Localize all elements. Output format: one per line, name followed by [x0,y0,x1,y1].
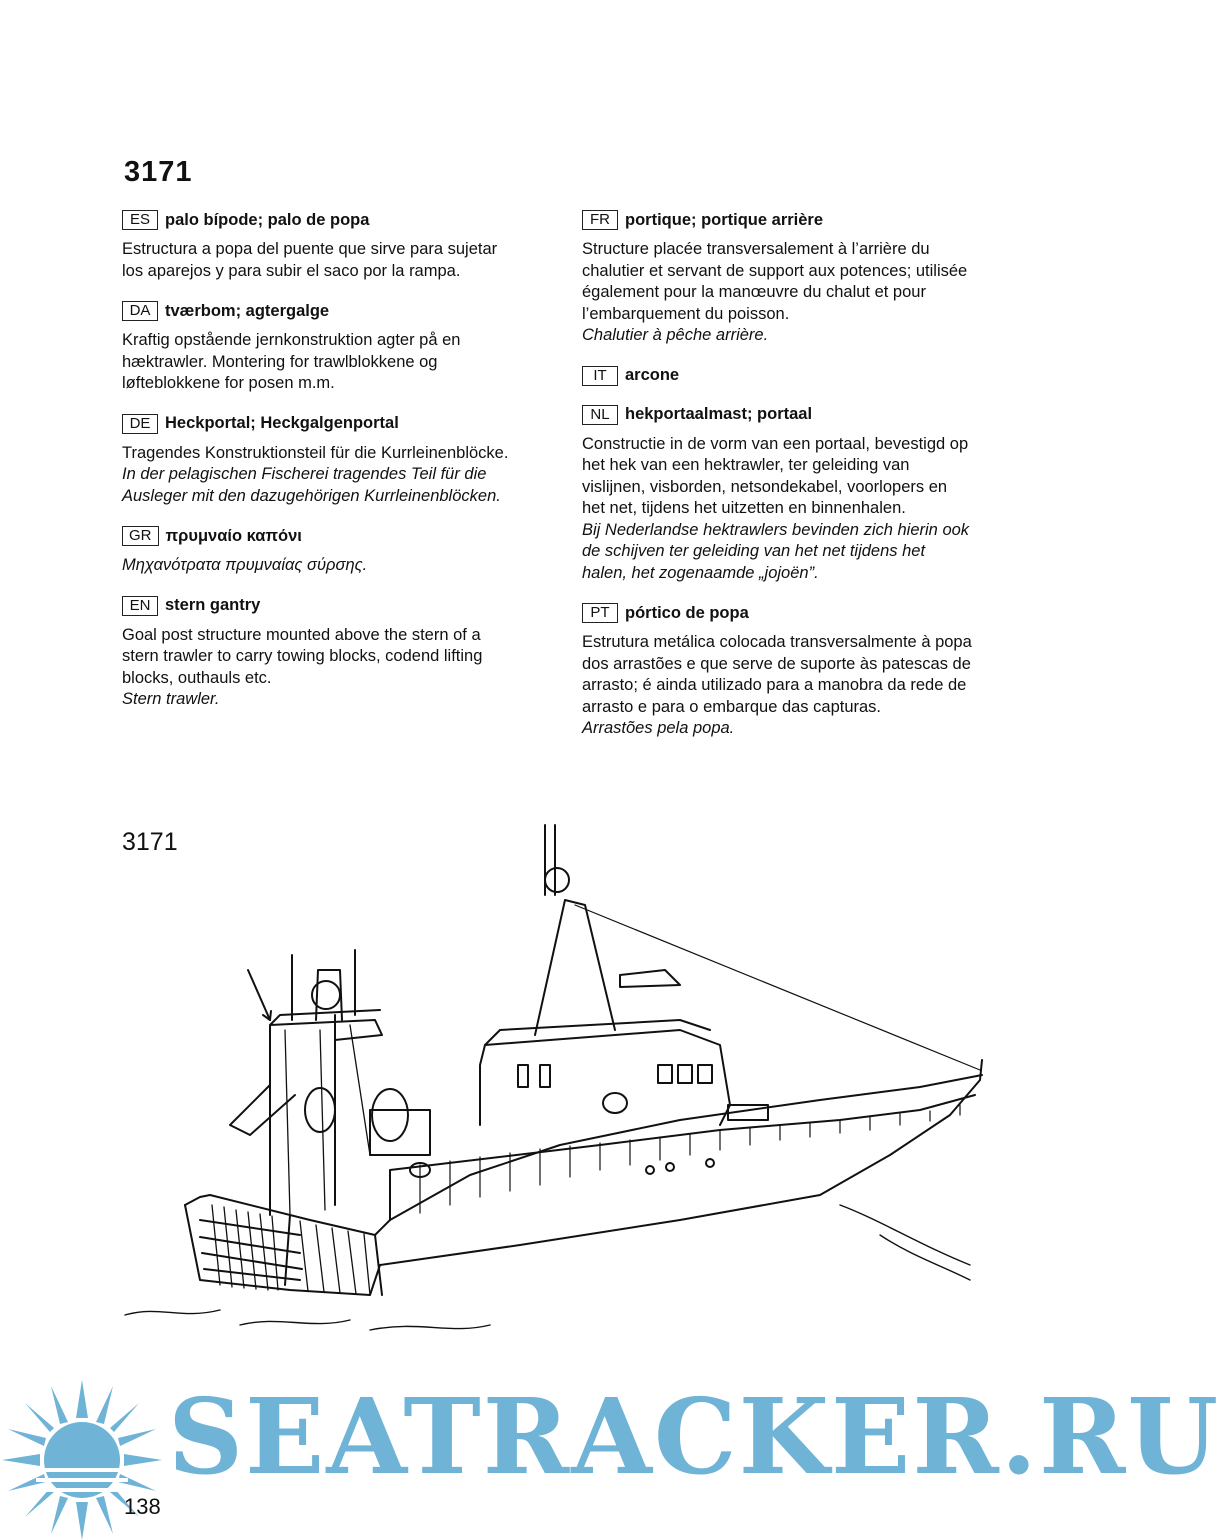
language-code-badge: DA [122,301,158,321]
stern-trawler-illustration [120,825,1000,1365]
definition-line: dos arrastões e que serve de suporte às patescas de [582,654,971,673]
definition-line: arrasto e para o embarque das capturas. [582,697,882,716]
definition-line: Constructie in de vorm van een portaal, bevestigd op [582,434,969,453]
entry-heading [122,526,562,546]
term-title: stern gantry [165,596,261,614]
entry-es [122,210,562,282]
entry-heading [122,210,562,230]
language-code-badge: IT [582,366,618,386]
note-line: Ausleger mit den dazugehörigen Kurrleinenblöcken. [122,486,501,505]
definition-line: het hek van een hektrawler, ter geleiding van [582,456,910,474]
definition-line: l’embarquement du poisson. [582,304,790,323]
language-code-badge: ES [122,210,158,230]
entry-nl [582,405,1042,585]
definition-line: vislijnen, visborden, netsondekabel, voorlopers en [582,477,948,496]
entry-heading [122,414,562,434]
definition-line: stern trawler to carry towing blocks, codend lifting [122,647,483,665]
watermark-text: SEATRACKER.RU [168,1375,1220,1498]
note-line: Stern trawler. [122,690,220,708]
term-title: tværbom; agtergalge [165,301,330,320]
page-number: 138 [124,1494,161,1519]
term-title: pórtico de popa [625,603,749,622]
term-title: arcone [625,366,680,384]
entry-it [582,366,1042,386]
entry-fr [582,210,1042,347]
note-line: Μηχανότρατα πρυμναίας σύρσης. [122,556,368,574]
definition-line: Goal post structure mounted above the stern of a [122,625,481,644]
note-line: Chalutier à pêche arrière. [582,326,769,344]
definition-line: arrasto; é ainda utilizado para a manobra da rede de [582,676,967,694]
language-code-badge: PT [582,603,618,623]
definition-line: chalutier et servant de support aux potences; utilisée [582,261,968,280]
definition-line: hæktrawler. Montering for trawlblokkene og [122,352,438,371]
note-line: de schijven ter geleiding van het net tijdens het [582,542,926,560]
entry-en [122,596,562,711]
note-line: Bij Nederlandse hektrawlers bevinden zich hierin ook [582,520,970,539]
definition-line: Tragendes Konstruktionsteil für die Kurrleinenblöcke. [122,443,509,462]
entry-heading [582,366,1042,386]
definition-line: Kraftig opstående jernkonstruktion agter på en [122,331,461,349]
definition-line: Estructura a popa del puente que sirve para sujetar [122,240,498,258]
language-code-badge: NL [582,405,618,425]
note-line: Arrastões pela popa. [582,719,735,737]
entry-heading [582,210,1042,230]
note-line: In der pelagischen Fischerei tragendes Teil für die [122,465,487,483]
language-code-badge: GR [122,526,159,546]
entry-number: 3171 [124,156,193,188]
definition-line: également pour la manœuvre du chalut et pour [582,283,926,301]
language-code-badge: EN [122,596,158,616]
entry-heading [582,603,1042,623]
term-title: portique; portique arrière [625,210,824,229]
term-title: πρυμναίο καπόνι [165,526,302,545]
left-column [122,210,562,730]
entry-heading [582,405,1042,425]
entry-gr [122,526,562,577]
entry-de [122,414,562,508]
definition-line: los aparejos y para subir el saco por la rampa. [122,261,461,280]
definition-line: Structure placée transversalement à l’arrière du [582,240,930,258]
term-title: palo bípode; palo de popa [165,210,370,229]
definition-line: Estrutura metálica colocada transversalmente à popa [582,633,972,651]
figure-label: 3171 [122,828,178,856]
definition-line: løfteblokkene for posen m.m. [122,374,335,392]
definition-line: het net, tijdens het uitzetten en binnenhalen. [582,499,906,517]
language-code-badge: FR [582,210,618,230]
language-code-badge: DE [122,414,158,434]
definition-line: blocks, outhauls etc. [122,668,272,687]
right-column [582,210,1042,759]
term-title: Heckportal; Heckgalgenportal [165,414,399,432]
term-title: hekportaalmast; portaal [625,405,813,423]
entry-pt [582,603,1042,740]
entry-heading [122,596,562,616]
entry-heading [122,301,562,321]
entry-da [122,301,562,395]
note-line: halen, het zogenaamde „jojoën”. [582,563,819,582]
